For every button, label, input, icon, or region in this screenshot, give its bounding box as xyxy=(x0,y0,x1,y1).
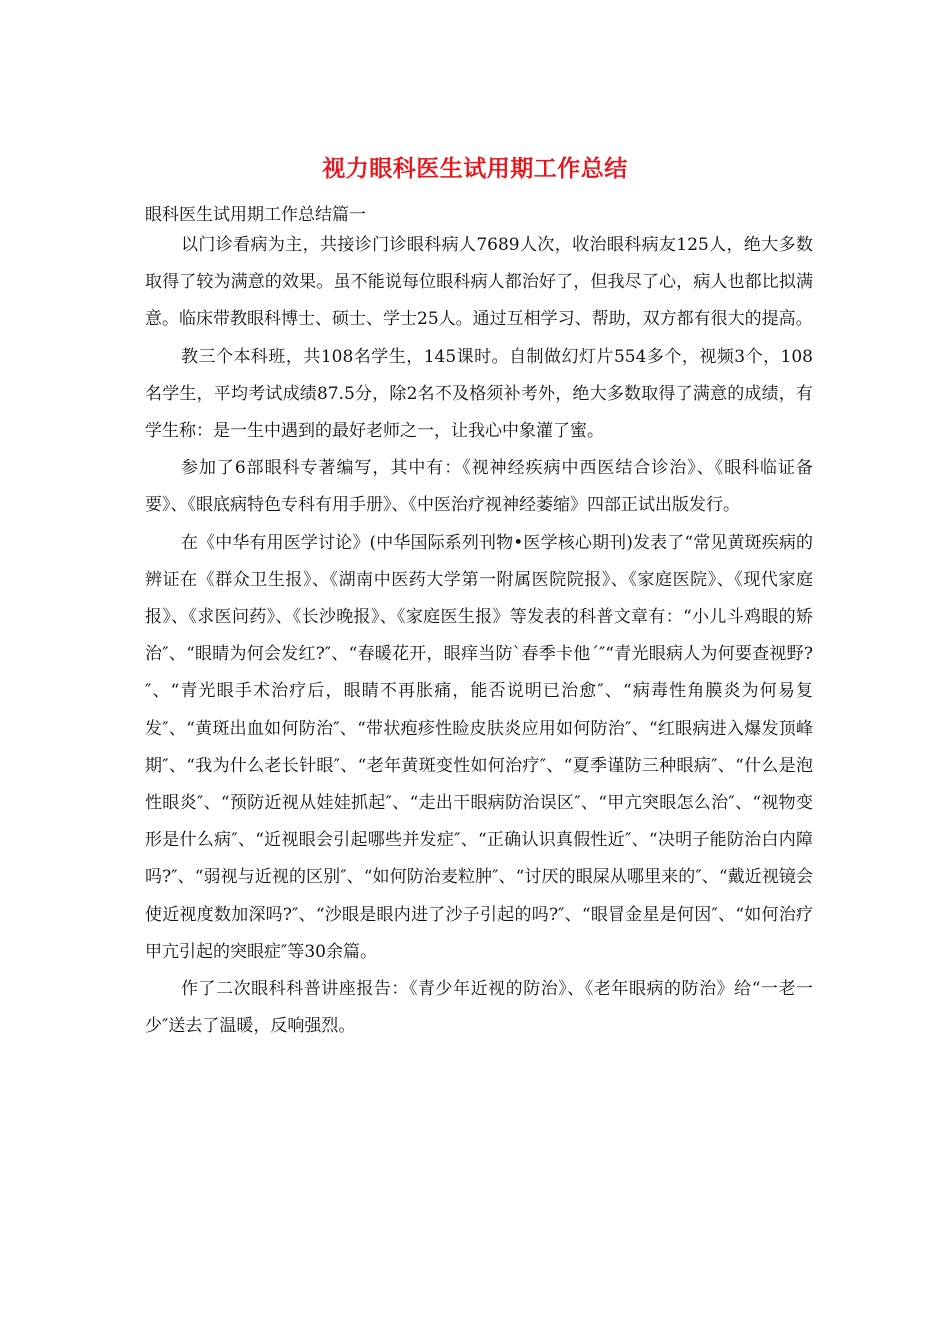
document-body xyxy=(145,227,813,1045)
document-subtitle: 眼科医生试用期工作总结篇一 xyxy=(145,205,366,225)
paragraph-publications: 在《中华有用医学讨论》(中华国际系列刊物•医学核心期刊)发表了“常见黄斑疾病的辨证在《群众卫生报》、《湖南中医药大学第一附属医院院报》、《家庭医院》、《现代家庭报》、《求医问药》、《长沙晚报》、《家庭医生报》等发表的科普文章有：“小儿斗鸡眼的矫治″、“眼睛为何会发红?″、“春暖花开，眼痒当防`春季卡他´″“青光眼病人为何要查视野?″、“青光眼手术治疗后，眼睛不再胀痛，能否说明已治愈″、“病毒性角膜炎为何易复发″、“黄斑出血如何防治″、“带状疱疹性睑皮肤炎应用如何防治″、“红眼病进入爆发顶峰期″、“我为什么老长针眼″、“老年黄斑变性如何治疗″、“夏季谨防三种眼病″、“什么是泡性眼炎″、“预防近视从娃娃抓起″、“走出干眼病防治误区″、“甲亢突眼怎么治″、“视物变形是什么病″、“近视眼会引起哪些并发症″、“正确认识真假性近″、“决明子能防治白内障吗?″、“弱视与近视的区别″、“如何防治麦粒肿″、“讨厌的眼屎从哪里来的″、“戴近视镜会使近视度数加深吗?″、“沙眼是眼内进了沙子引起的吗?″、“眼冒金星是何因″、“如何治疗甲亢引起的突眼症″等30余篇。 xyxy=(145,532,813,962)
document-title: 视力眼科医生试用期工作总结 xyxy=(322,155,628,182)
paragraph-outpatient-work: 以门诊看病为主，共接诊门诊眼科病人7689人次，收治眼科病友125人，绝大多数取得了较为满意的效果。虽不能说每位眼科病人都治好了，但我尽了心，病人也都比拟满意。临床带教眼科博士、硕士、学士25人。通过互相学习、帮助，双方都有很大的提高。 xyxy=(145,235,813,330)
paragraph-teaching: 教三个本科班，共108名学生，145课时。自制做幻灯片554多个，视频3个，108名学生，平均考试成绩87.5分，除2名不及格须补考外，绝大多数取得了满意的成绩，有学生称：是一生中遇到的最好老师之一，让我心中象灌了蜜。 xyxy=(145,346,813,442)
paragraph-book-writing: 参加了6部眼科专著编写，其中有：《视神经疾病中西医结合诊治》、《眼科临证备要》、《眼底病特色专科有用手册》、《中医治疗视神经萎缩》四部正试出版发行。 xyxy=(145,458,813,516)
paragraph-lectures: 作了二次眼科科普讲座报告：《青少年近视的防治》、《老年眼病的防治》给“一老一少″送去了温暖，反响强烈。 xyxy=(145,979,813,1037)
